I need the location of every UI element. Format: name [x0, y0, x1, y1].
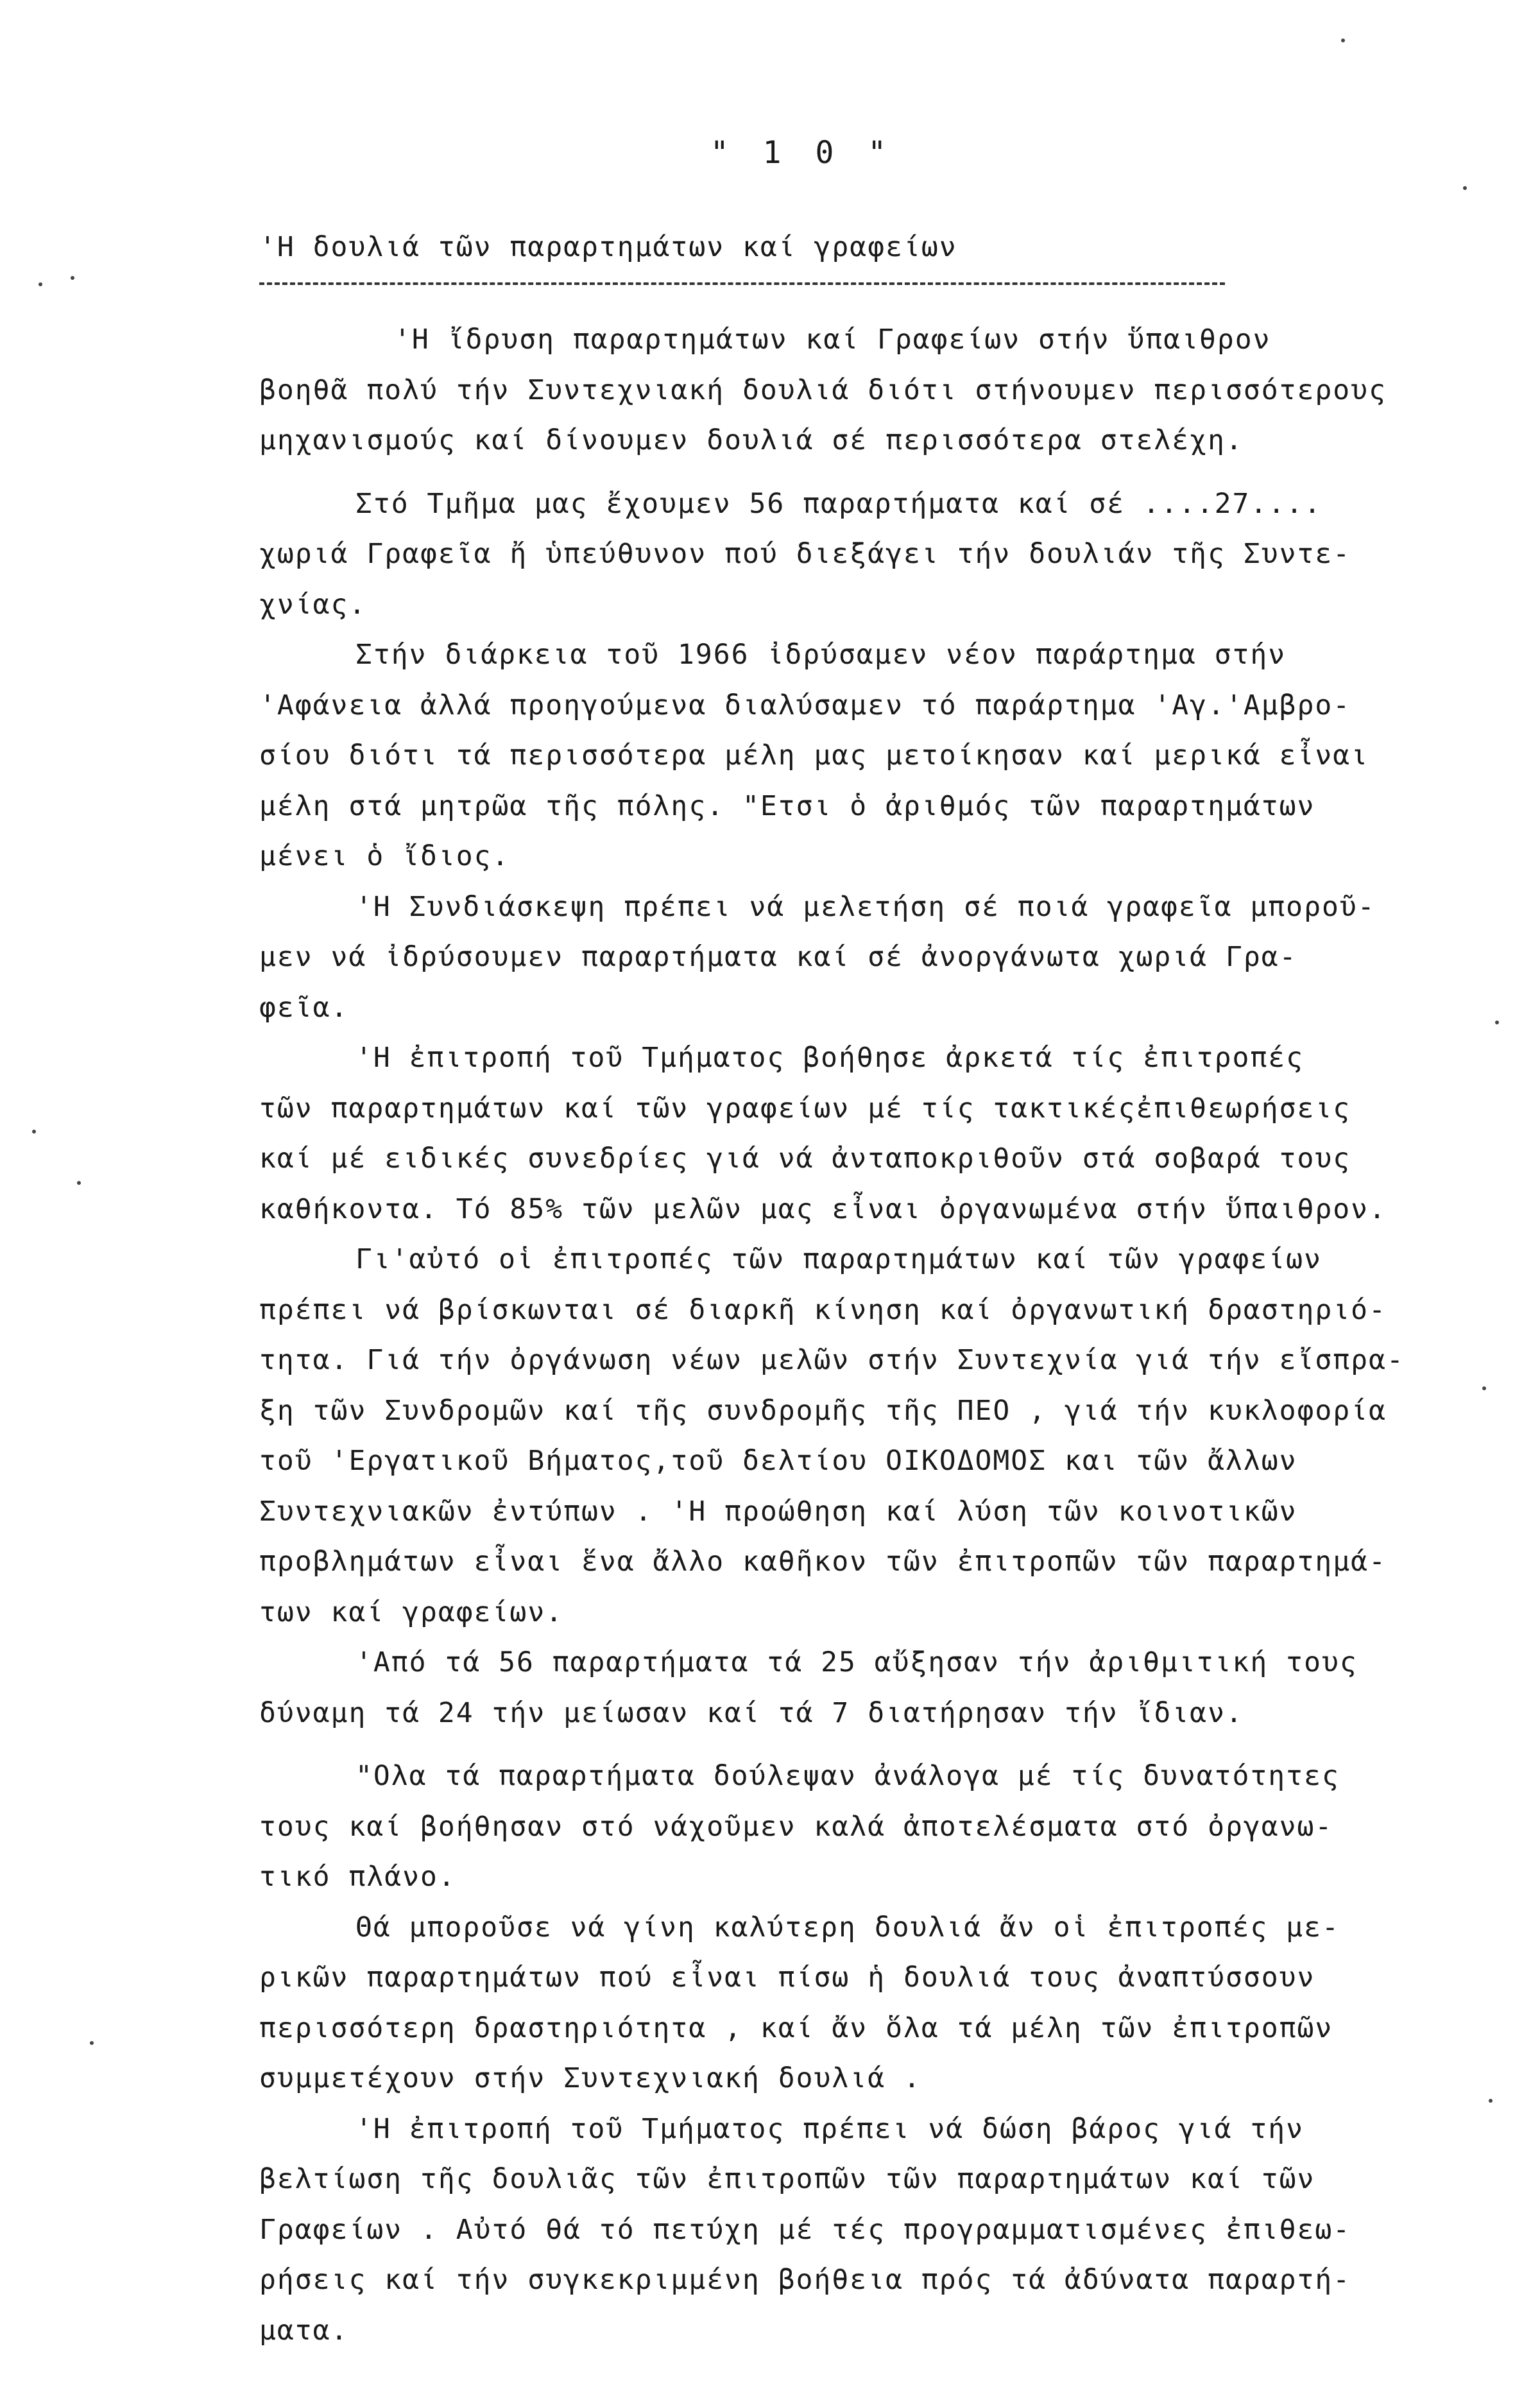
paragraph-4: [259, 882, 1517, 1033]
text-line: σίου διότι τά περισσότερα μέλη μας μετοίκησαν καί μερικά εἶναι: [259, 739, 1369, 771]
text-line: προβλημάτων εἶναι ἕνα ἄλλο καθῆκον τῶν ἐπιτροπῶν τῶν παραρτημά-: [259, 1546, 1387, 1578]
text-line: τῶν παραρτημάτων καί τῶν γραφείων μέ τίς τακτικέςἐπιθεωρήσεις: [259, 1092, 1351, 1125]
section-heading: 'Η δουλιά τῶν παραρτημάτων καί γραφείων: [259, 231, 957, 263]
text-line: μένει ὁ ἴδιος.: [259, 840, 510, 872]
text-line: χωριά Γραφεῖα ἤ ὑπεύθυνον πού διεξάγει τήν δουλιάν τῆς Συντε-: [259, 538, 1351, 570]
text-line: Στήν διάρκεια τοῦ 1966 ἰδρύσαμεν νέον παράρτημα στήν: [355, 639, 1287, 671]
text-line: χνίας.: [259, 588, 367, 621]
scan-speck: [1463, 186, 1467, 190]
document-body: [259, 315, 1517, 2356]
text-line: συμμετέχουν στήν Συντεχνιακή δουλιά .: [259, 2062, 921, 2094]
paragraph-9: [259, 1902, 1517, 2104]
text-line: 'Η ἐπιτροπή τοῦ Τμήματος βοήθησε ἀρκετά τίς ἐπιτροπές: [355, 1042, 1305, 1074]
text-line: 'Η Συνδιάσκεψη πρέπει νά μελετήση σέ ποιά γραφεῖα μποροῦ-: [355, 890, 1376, 923]
text-line: δύναμη τά 24 τήν μείωσαν καί τά 7 διατήρησαν τήν ἴδιαν.: [259, 1696, 1244, 1729]
text-line: των καί γραφείων.: [259, 1596, 564, 1628]
paragraph-5: [259, 1033, 1517, 1234]
text-line: τητα. Γιά τήν ὀργάνωση νέων μελῶν στήν Συντεχνία γιά τήν εἴσπρα-: [259, 1344, 1405, 1376]
paragraph-6: [259, 1234, 1517, 1637]
text-line: Συντεχνιακῶν ἐντύπων . 'Η προώθηση καί λύση τῶν κοινοτικῶν: [259, 1495, 1297, 1528]
text-line: ρικῶν παραρτημάτων πού εἶναι πίσω ἡ δουλιά τους ἀναπτύσσουν: [259, 1961, 1315, 1994]
text-line: πρέπει νά βρίσκωνται σέ διαρκῆ κίνηση καί ὀργανωτική δραστηριό-: [259, 1293, 1387, 1326]
text-line: ρήσεις καί τήν συγκεκριμμένη βοήθεια πρός τά ἀδύνατα παραρτή-: [259, 2264, 1351, 2296]
text-line: μηχανισμούς καί δίνουμεν δουλιά σέ περισσότερα στελέχη.: [259, 424, 1244, 456]
text-line: καί μέ ειδικές συνεδρίες γιά νά ἀνταποκριθοῦν στά σοβαρά τους: [259, 1142, 1351, 1175]
scan-speck: [71, 276, 74, 280]
scan-speck: [1495, 1021, 1499, 1024]
paragraph-7: [259, 1637, 1517, 1738]
text-line: φεῖα.: [259, 991, 349, 1024]
text-line: Γι'αὐτό οἱ ἐπιτροπές τῶν παραρτημάτων καί τῶν γραφείων: [355, 1243, 1322, 1275]
paragraph-3: [259, 630, 1517, 882]
scan-speck: [1341, 39, 1345, 42]
paragraph-8: [259, 1751, 1517, 1902]
text-line: περισσότερη δραστηριότητα , καί ἄν ὅλα τά μέλη τῶν ἐπιτροπῶν: [259, 2012, 1333, 2044]
heading-underline: [259, 282, 1225, 285]
scan-speck: [1489, 2099, 1493, 2103]
text-line: τικό πλάνο.: [259, 1861, 456, 1893]
scan-speck: [1482, 1386, 1486, 1390]
text-line: τοῦ 'Εργατικοῦ Βήματος,τοῦ δελτίου ΟΙΚΟΔΟΜΟΣ και τῶν ἄλλων: [259, 1445, 1297, 1477]
text-line: Θά μποροῦσε νά γίνη καλύτερη δουλιά ἄν οἱ ἐπιτροπές με-: [355, 1911, 1340, 1944]
scan-speck: [32, 1130, 36, 1134]
text-line: τους καί βοήθησαν στό νάχοῦμεν καλά ἀποτελέσματα στό ὀργανω-: [259, 1810, 1333, 1843]
scan-speck: [90, 2041, 94, 2045]
text-line: 'Η ἐπιτροπή τοῦ Τμήματος πρέπει νά δώση βάρος γιά τήν: [355, 2112, 1305, 2145]
text-line: βελτίωση τῆς δουλιᾶς τῶν ἐπιτροπῶν τῶν παραρτημάτων καί τῶν: [259, 2163, 1315, 2195]
text-line: βοηθᾶ πολύ τήν Συντεχνιακή δουλιά διότι στήνουμεν περισσότερους: [259, 374, 1387, 406]
paragraph-2: [259, 479, 1517, 630]
text-line: ξη τῶν Συνδρομῶν καί τῆς συνδρομῆς τῆς ΠΕΟ , γιά τήν κυκλοφορία: [259, 1394, 1387, 1427]
text-line: 'Από τά 56 παραρτήματα τά 25 αὔξησαν τήν ἀριθμιτική τους: [355, 1646, 1358, 1678]
text-line: ματα.: [259, 2314, 349, 2347]
text-line: "Ολα τά παραρτήματα δούλεψαν ἀνάλογα μέ τίς δυνατότητες: [355, 1760, 1340, 1792]
paragraph-1: [259, 315, 1517, 466]
scan-speck: [77, 1181, 81, 1185]
text-line: μέλη στά μητρῶα τῆς πόλης. "Ετσι ὁ ἀριθμός τῶν παραρτημάτων: [259, 789, 1315, 822]
scan-speck: [38, 282, 42, 286]
text-line: Στό Τμῆμα μας ἔχουμεν 56 παραρτήματα καί σέ ....27....: [355, 487, 1322, 520]
page-number: " 1 0 ": [710, 135, 894, 171]
text-line: μεν νά ἰδρύσουμεν παραρτήματα καί σέ ἀνοργάνωτα χωριά Γρα-: [259, 941, 1297, 973]
text-line: Γραφείων . Αὐτό θά τό πετύχη μέ τές προγραμματισμένες ἐπιθεω-: [259, 2213, 1351, 2246]
text-line: 'Η ἴδρυση παραρτημάτων καί Γραφείων στήν ὕπαιθρον: [394, 323, 1271, 356]
text-line: 'Αφάνεια ἀλλά προηγούμενα διαλύσαμεν τό παράρτημα 'Αγ.'Αμβρο-: [259, 689, 1351, 721]
text-line: καθήκοντα. Τό 85% τῶν μελῶν μας εἶναι ὀργανωμένα στήν ὕπαιθρον.: [259, 1193, 1387, 1225]
paragraph-10: [259, 2104, 1517, 2356]
